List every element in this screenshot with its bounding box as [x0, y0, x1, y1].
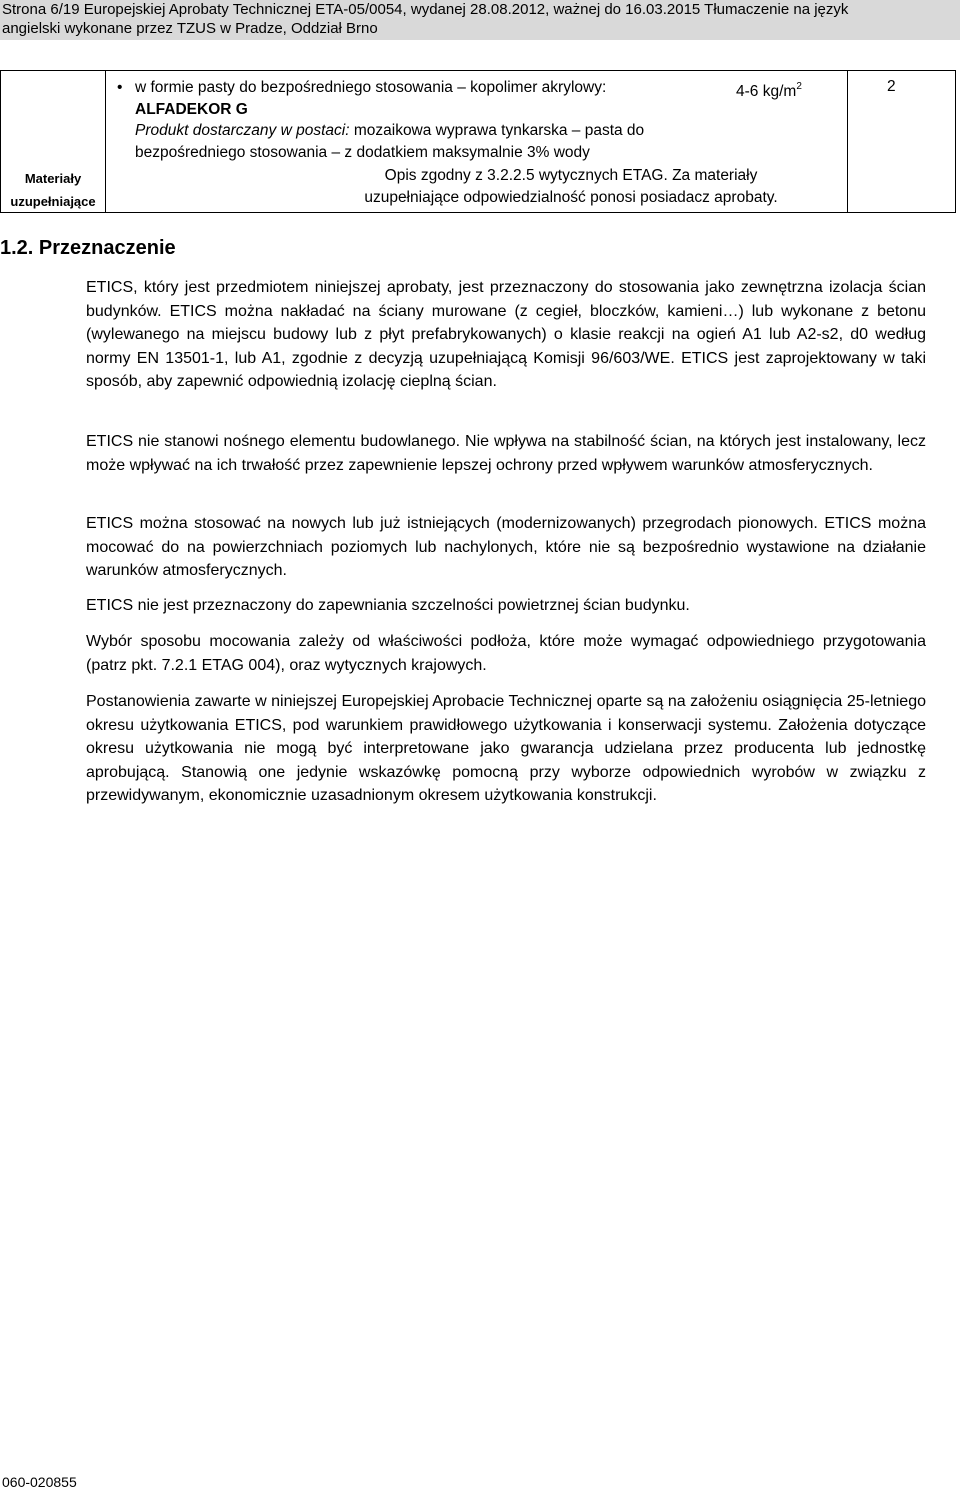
item-supply-label: Produkt dostarczany w postaci:: [135, 122, 350, 139]
opis-line-2: uzupełniające odpowiedzialność ponosi posiadacz aprobaty.: [364, 189, 778, 206]
paragraph-2: ETICS nie stanowi nośnego elementu budowlanego. Nie wpływa na stabilność ścian, na których jest instalowany, lecz może wpływać na ich trwałość przez zapewnienie lepszej ochrony przed wpływem warunków atmosferycznych.: [86, 433, 926, 474]
quantity-value: 4-6 kg/m: [736, 83, 797, 100]
item-name: ALFADEKOR G: [135, 100, 248, 118]
page-header: [0, 0, 960, 40]
header-line-2: angielski wykonane przez TZUS w Pradze, Oddział Brno: [2, 20, 378, 37]
materials-table: [0, 70, 956, 213]
item-number: 2: [887, 78, 896, 95]
quantity-unit-exponent: 2: [796, 81, 802, 92]
item-supply-text: mozaikowa wyprawa tynkarska – pasta do bezpośredniego stosowania – z dodatkiem maksymalnie 3% wody: [135, 122, 645, 161]
paragraph-4: ETICS nie jest przeznaczony do zapewniania szczelności powietrznej ścian budynku.: [86, 597, 690, 614]
footer-code: 060-020855: [2, 1474, 77, 1490]
paragraph-5: Wybór sposobu mocowania zależy od właściwości podłoża, które może wymagać odpowiedniego przygotowania (patrz pkt. 7.2.1 ETAG 004), oraz wytycznych krajowych.: [86, 633, 926, 674]
table-divider-1: [105, 71, 106, 212]
header-line-1: Strona 6/19 Europejskiej Aprobaty Technicznej ETA-05/0054, wydanej 28.08.2012, ważnej do 16.03.2015 Tłumaczenie na język: [2, 1, 849, 18]
opis-note: [271, 165, 871, 209]
category-label-2: uzupełniające: [10, 194, 96, 209]
section-title: 1.2. Przeznaczenie: [0, 237, 176, 259]
bullet-icon: •: [117, 79, 123, 96]
item-description: [117, 77, 717, 163]
quantity: [736, 77, 802, 102]
paragraph-1: ETICS, który jest przedmiotem niniejszej aprobaty, jest przeznaczony do stosowania jako zewnętrzna izolacja ścian budynków. ETICS można nakładać na ściany murowane (z cegieł, bloczków, kamieni…) lub wykonane z betonu (wylewanego na miejscu budowy lub z płyt prefabrykowanych) o klasie reakcji na ogień A1 lub A2-s2, d0 według normy EN 13501-1, lub A1, zgodnie z decyzją uzupełniającą Komisji 96/603/WE. ETICS jest zaprojektowany w taki sposób, aby zapewnić odpowiednią izolację cieplną ścian.: [86, 279, 926, 390]
paragraph-6: Postanowienia zawarte w niniejszej Europejskiej Aprobacie Technicznej oparte są na założeniu osiągnięcia 25-letniego okresu użytkowania ETICS, pod warunkiem prawidłowego użytkowania i konserwacji systemu. Założenia dotyczące okresu użytkowania nie mogą być interpretowane jako gwarancja udzielana przez producenta lub jednostkę aprobującą. Stanowią one jedynie wskazówkę pomocną przy wyborze odpowiednich wyrobów w związku z przewidywanym, ekonomicznie uzasadnionym okresem użytkowania konstrukcji.: [86, 693, 926, 804]
item-text: w formie pasty do bezpośredniego stosowania – kopolimer akrylowy:: [135, 79, 607, 96]
opis-line-1: Opis zgodny z 3.2.2.5 wytycznych ETAG. Za materiały: [384, 167, 758, 184]
category-label-1: Materiały: [24, 171, 82, 186]
paragraph-3: ETICS można stosować na nowych lub już istniejących (modernizowanych) przegrodach pionowych. ETICS można mocować do na powierzchniach poziomych lub nachylonych, które nie są bezpośrednio wystawione na działanie warunków atmosferycznych.: [86, 515, 926, 579]
